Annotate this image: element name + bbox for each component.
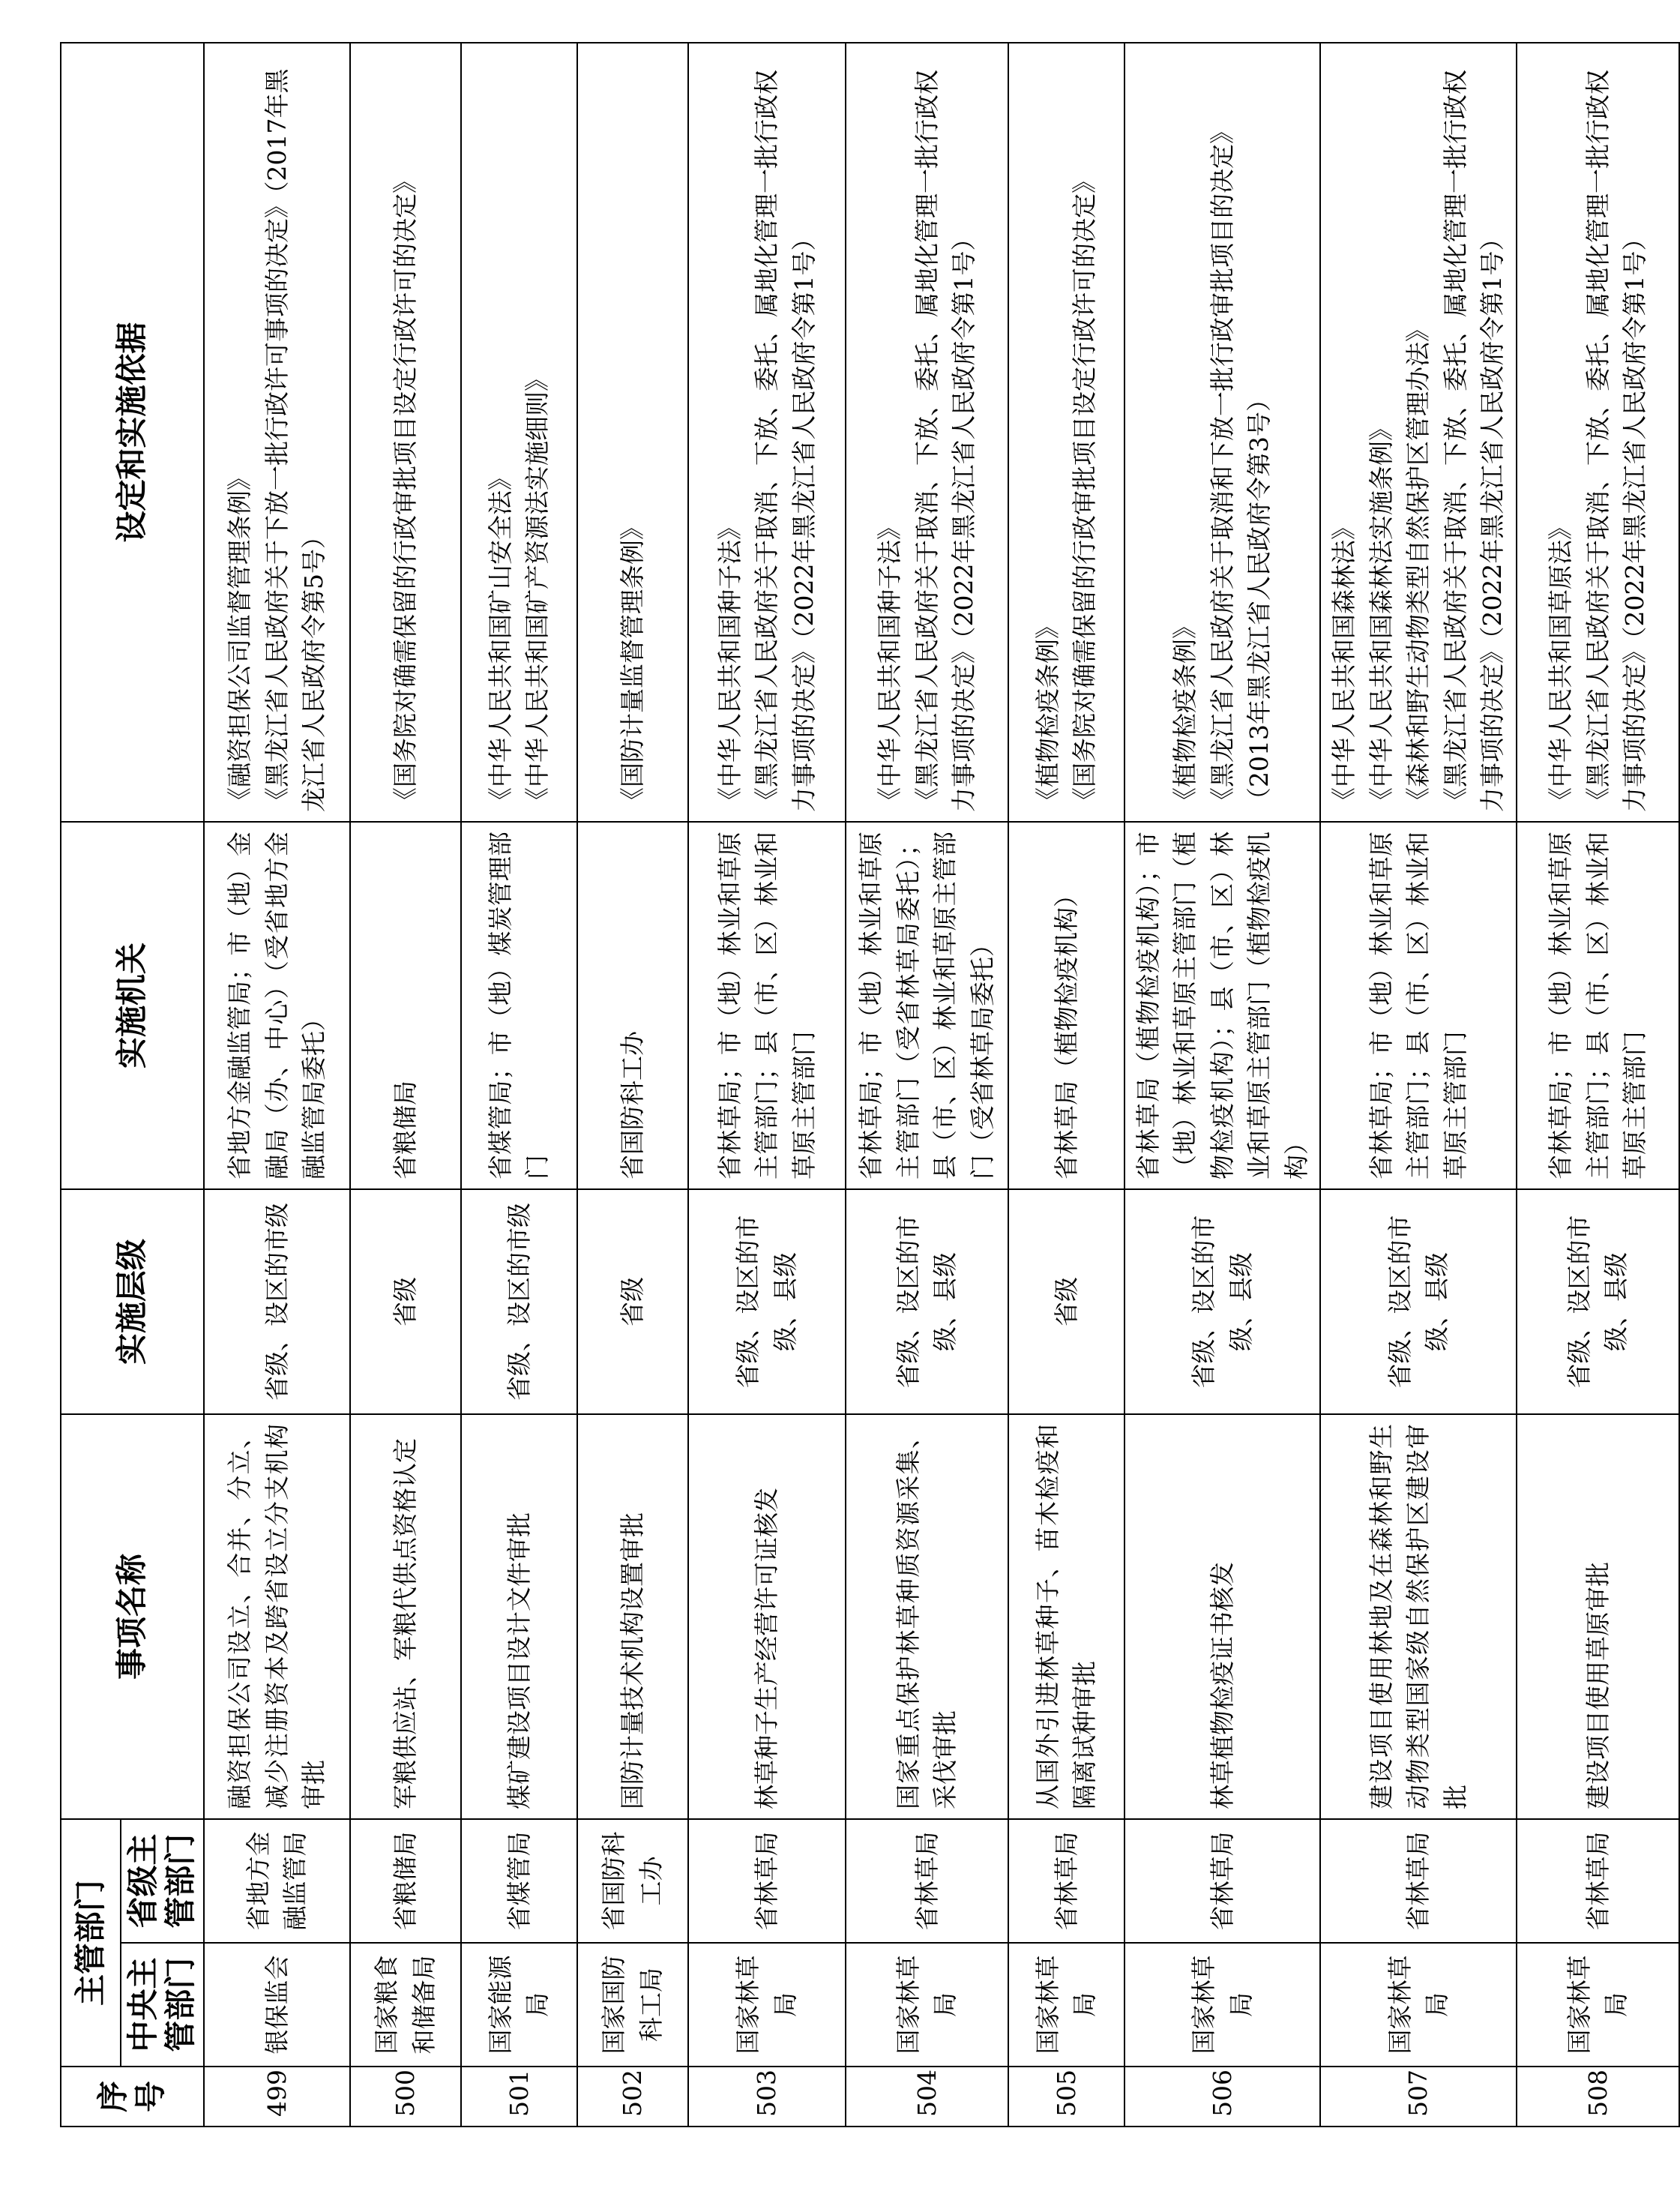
level-cell: 省级、设区的市级、县级 [688,1189,846,1414]
item-name-cell: 林草种子生产经营许可证核发 [688,1414,846,1819]
seq-cell: 508 [1517,2067,1679,2127]
basis-line: 《国务院对确需保留的行政审批项目设定行政许可的决定》 [1070,168,1100,812]
agency-cell: 省林草局（植物检疫机构）；市（地）林业和草原主管部门（植物检疫机构）；县（市、区）林业和草原主管部门（植物检疫机构） [1124,822,1321,1189]
basis-line: 《中华人民共和国草原法》 [1546,514,1576,812]
table-row [461,43,577,2127]
basis-line: 《国防计量监督管理条例》 [618,514,648,812]
agency-cell: 省林草局；市（地）林业和草原主管部门；县（市、区）林业和草原主管部门 [688,822,846,1189]
permit-items-table [60,42,1680,2127]
level-cell: 省级、设区的市级 [204,1189,350,1414]
provincial-dept-cell: 省林草局 [846,1819,1008,1943]
basis-line: 《中华人民共和国森林法实施条例》 [1366,415,1396,812]
agency-cell: 省粮储局 [350,822,461,1189]
item-name-cell: 林草植物检疫证书核发 [1124,1414,1321,1819]
item-name-cell: 军粮供应站、军粮代供点资格认定 [350,1414,461,1819]
header-level: 实施层级 [61,1189,204,1414]
seq-cell: 499 [204,2067,350,2127]
table-row [1517,43,1679,2127]
table-row [846,43,1008,2127]
agency-cell: 省煤管局；市（地）煤炭管理部门 [461,822,577,1189]
basis-line: 《中华人民共和国矿山安全法》 [485,465,515,812]
basis-line: 《植物检疫条例》 [1032,613,1062,812]
basis-cell [461,43,577,822]
provincial-dept-cell: 省粮储局 [350,1819,461,1943]
agency-cell: 省林草局；市（地）林业和草原主管部门（受省林草局委托）；县（市、区）林业和草原主管部门（受省林草局委托） [846,822,1008,1189]
basis-line: 《融资担保公司监督管理条例》 [225,465,255,812]
item-name-cell: 融资担保公司设立、合并、分立、减少注册资本及跨省设立分支机构审批 [204,1414,350,1819]
header-row-1 [61,43,121,2127]
basis-cell [688,43,846,822]
header-dept-group: 主管部门 [61,1819,121,2067]
basis-line: 《中华人民共和国种子法》 [875,514,905,812]
provincial-dept-cell: 省国防科工办 [577,1819,688,1943]
basis-line: 《中华人民共和国种子法》 [714,514,744,812]
basis-cell [1124,43,1321,822]
table-row [1124,43,1321,2127]
basis-cell [350,43,461,822]
basis-line: 《森林和野生动物类型自然保护区管理办法》 [1403,316,1433,812]
basis-line: 《黑龙江省人民政府关于取消和下放一批行政审批项目的决定》（2013年黑龙江省人民政府令第3号） [1207,118,1274,812]
basis-cell [204,43,350,822]
basis-line: 《黑龙江省人民政府关于取消、下放、委托、属地化管理一批行政权力事项的决定》（2022年黑龙江省人民政府令第1号） [1440,69,1508,812]
central-dept-cell: 国家林草局 [1008,1943,1124,2067]
central-dept-cell: 国家国防科工局 [577,1943,688,2067]
table-row [1008,43,1124,2127]
item-name-cell: 从国外引进林草种子、苗木检疫和隔离试种审批 [1008,1414,1124,1819]
level-cell: 省级、设区的市级、县级 [846,1189,1008,1414]
table-row [1320,43,1517,2127]
item-name-cell: 国家重点保护林草种质资源采集、采伐审批 [846,1414,1008,1819]
agency-cell: 省地方金融监管局；市（地）金融局（办、中心）（受省地方金融监管局委托） [204,822,350,1189]
seq-cell: 500 [350,2067,461,2127]
basis-cell [577,43,688,822]
basis-line: 《中华人民共和国矿产资源法实施细则》 [523,366,553,812]
central-dept-cell: 国家林草局 [688,1943,846,2067]
header-provincial: 省级主管部门 [121,1819,204,1943]
basis-line: 《国务院对确需保留的行政审批项目设定行政许可的决定》 [391,168,421,812]
central-dept-cell: 银保监会 [204,1943,350,2067]
agency-cell: 省国防科工办 [577,822,688,1189]
central-dept-cell: 国家林草局 [1320,1943,1517,2067]
central-dept-cell: 国家能源局 [461,1943,577,2067]
table-row [204,43,350,2127]
seq-cell: 502 [577,2067,688,2127]
seq-cell: 504 [846,2067,1008,2127]
agency-cell: 省林草局；市（地）林业和草原主管部门；县（市、区）林业和草原主管部门 [1320,822,1517,1189]
provincial-dept-cell: 省林草局 [1008,1819,1124,1943]
basis-cell [846,43,1008,822]
level-cell: 省级、设区的市级 [461,1189,577,1414]
basis-cell [1008,43,1124,822]
table-row [577,43,688,2127]
seq-cell: 501 [461,2067,577,2127]
provincial-dept-cell: 省煤管局 [461,1819,577,1943]
rotated-page [60,43,1650,2127]
provincial-dept-cell: 省林草局 [1517,1819,1679,1943]
item-name-cell: 建设项目使用林地及在森林和野生动物类型国家级自然保护区建设审批 [1320,1414,1517,1819]
provincial-dept-cell: 省地方金融监管局 [204,1819,350,1943]
agency-cell: 省林草局；市（地）林业和草原主管部门；县（市、区）林业和草原主管部门 [1517,822,1679,1189]
seq-cell: 507 [1320,2067,1517,2127]
item-name-cell: 国防计量技术机构设置审批 [577,1414,688,1819]
basis-cell [1517,43,1679,822]
header-seq: 序号 [61,2067,204,2127]
level-cell: 省级、设区的市级、县级 [1320,1189,1517,1414]
table-row [350,43,461,2127]
central-dept-cell: 国家林草局 [1124,1943,1321,2067]
table-body [204,43,1679,2127]
provincial-dept-cell: 省林草局 [1124,1819,1321,1943]
central-dept-cell: 国家林草局 [1517,1943,1679,2067]
basis-line: 《植物检疫条例》 [1170,613,1200,812]
level-cell: 省级 [1008,1189,1124,1414]
provincial-dept-cell: 省林草局 [688,1819,846,1943]
level-cell: 省级、设区的市级、县级 [1517,1189,1679,1414]
basis-line: 《黑龙江省人民政府关于取消、下放、委托、属地化管理一批行政权力事项的决定》（2022年黑龙江省人民政府令第1号） [752,69,819,812]
central-dept-cell: 国家林草局 [846,1943,1008,2067]
level-cell: 省级 [577,1189,688,1414]
central-dept-cell: 国家粮食和储备局 [350,1943,461,2067]
header-basis: 设定和实施依据 [61,43,204,822]
item-name-cell: 建设项目使用草原审批 [1517,1414,1679,1819]
table-row [688,43,846,2127]
header-agency: 实施机关 [61,822,204,1189]
provincial-dept-cell: 省林草局 [1320,1819,1517,1943]
basis-line: 《黑龙江省人民政府关于取消、下放、委托、属地化管理一批行政权力事项的决定》（2022年黑龙江省人民政府令第1号） [912,69,979,812]
basis-line: 《黑龙江省人民政府关于取消、下放、委托、属地化管理一批行政权力事项的决定》（2022年黑龙江省人民政府令第1号） [1583,69,1650,812]
header-central: 中央主管部门 [121,1943,204,2067]
basis-line: 《黑龙江省人民政府关于下放一批行政许可事项的决定》（2017年黑龙江省人民政府令第5号） [262,68,329,812]
basis-cell [1320,43,1517,822]
agency-cell: 省林草局（植物检疫机构） [1008,822,1124,1189]
level-cell: 省级 [350,1189,461,1414]
seq-cell: 503 [688,2067,846,2127]
header-item: 事项名称 [61,1414,204,1819]
level-cell: 省级、设区的市级、县级 [1124,1189,1321,1414]
basis-line: 《中华人民共和国森林法》 [1329,514,1359,812]
item-name-cell: 煤矿建设项目设计文件审批 [461,1414,577,1819]
seq-cell: 505 [1008,2067,1124,2127]
seq-cell: 506 [1124,2067,1321,2127]
